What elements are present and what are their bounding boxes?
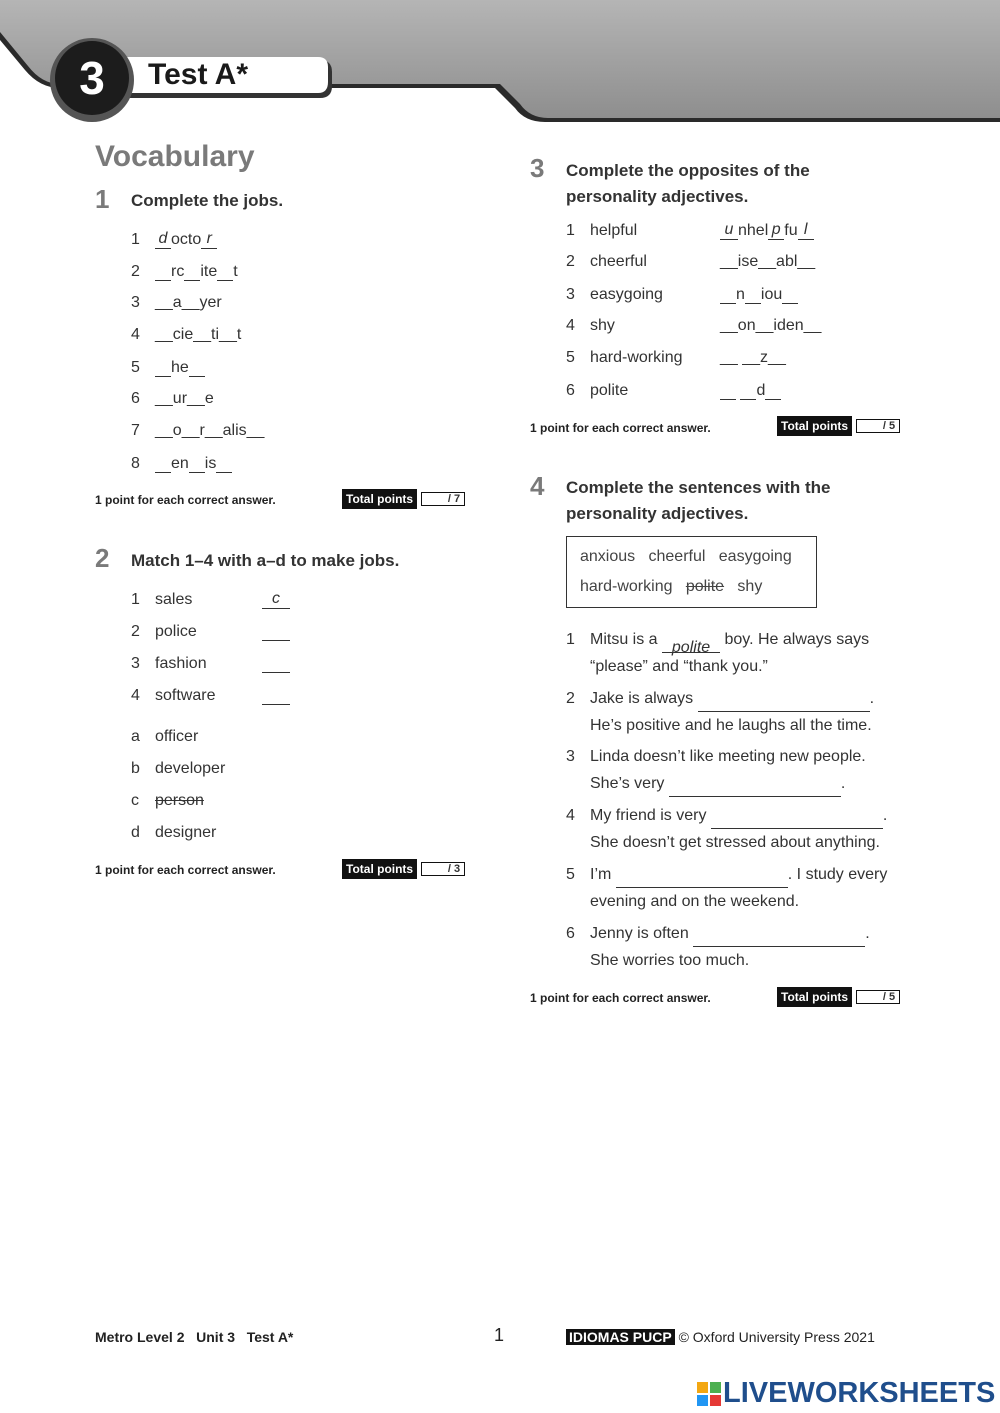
ex1-total-points: Total points / 7 <box>342 489 465 509</box>
ex2-item-4: 4 software <box>131 686 290 705</box>
ex4-sentence-3: 3 Linda doesn’t like meeting new people. She’s very . <box>590 743 866 797</box>
ex2-total-points: Total points / 3 <box>342 859 465 879</box>
ex1-blank[interactable]: r <box>201 230 217 249</box>
liveworksheets-watermark: LIVEWORKSHEETS <box>697 1377 995 1410</box>
footer-course-info: Metro Level 2 Unit 3 Test A* <box>95 1329 294 1345</box>
ex1-item-3[interactable]: 3 __a__yer <box>131 294 222 311</box>
ex4-answer-blank[interactable] <box>711 810 883 829</box>
ex4-title: Complete the sentences with the personality adjectives. <box>566 478 831 523</box>
ex2-number: 2 <box>95 543 110 573</box>
ex2-answer-blank[interactable] <box>262 654 290 673</box>
ex2-option-c-crossed: c person <box>131 792 204 809</box>
ex3-item-3: 3 easygoing n iou <box>566 285 798 304</box>
ex2-title: Match 1–4 with a–d to make jobs. <box>131 551 400 570</box>
copyright: © Oxford University Press 2021 <box>678 1329 875 1345</box>
idiomas-tag: IDIOMAS PUCP <box>566 1329 675 1345</box>
ex3-title: Complete the opposites of the personality adjectives. <box>566 161 810 206</box>
ex3-item-2[interactable]: 2 cheerful __ise__abl__ <box>566 253 816 270</box>
ex4-points-note: 1 point for each correct answer. <box>530 991 711 1005</box>
ex4-number: 4 <box>530 471 545 501</box>
ex2-option-d: d designer <box>131 824 217 841</box>
test-title: Test A* <box>148 58 249 91</box>
ex1-number: 1 <box>95 184 110 214</box>
ex3-item-5[interactable]: 5 hard-working __ __z__ <box>566 349 786 366</box>
ex4-total-points: Total points / 5 <box>777 987 900 1007</box>
ex1-item-5: 5 he <box>131 358 205 377</box>
ex4-sentence-4: 4 My friend is very . She doesn’t get stressed about anything. <box>566 807 888 851</box>
ex3-item-4[interactable]: 4 shy __on__iden__ <box>566 317 822 334</box>
publisher-line <box>566 1329 875 1345</box>
word-polite-crossed: polite <box>685 578 725 595</box>
word-box-row-1: anxious cheerful easygoing <box>580 548 792 565</box>
ex2-answer-blank[interactable]: c <box>262 590 290 609</box>
ex3-item-6: 6 polite d <box>566 381 781 400</box>
ex1-points-note: 1 point for each correct answer. <box>95 493 276 507</box>
ex1-item-4[interactable]: 4 __cie__ti__t <box>131 326 242 343</box>
ex4-sentence-1: 1 Mitsu is a polite boy. He always says “please” and “thank you.” <box>566 631 870 675</box>
ex4-sentence-5: 5 I’m . I study every evening and on the weekend. <box>566 866 888 910</box>
ex3-number: 3 <box>530 153 545 183</box>
ex3-item-1: 1 helpful u nhel p fu l <box>566 221 814 240</box>
ex1-blank[interactable]: d <box>155 230 171 249</box>
ex2-answer-blank[interactable] <box>262 686 290 705</box>
ex2-option-a: a officer <box>131 728 199 745</box>
ex4-answer-blank[interactable] <box>616 869 788 888</box>
ex1-item-2: 2 rc ite t <box>131 263 238 280</box>
ex3-total-points: Total points / 5 <box>777 416 900 436</box>
word-box <box>566 536 817 608</box>
ex4-sentence-2: 2 Jake is always . He’s positive and he laughs all the time. <box>566 690 875 734</box>
ex4-answer-blank[interactable] <box>693 928 865 947</box>
ex2-option-b: b developer <box>131 760 226 777</box>
ex1-title: Complete the jobs. <box>131 191 284 210</box>
liveworksheets-logo-icon <box>697 1382 721 1406</box>
ex1-item-6[interactable]: 6 __ur__e <box>131 390 214 407</box>
ex2-item-2: 2 police <box>131 622 290 641</box>
section-title: Vocabulary <box>95 140 255 173</box>
ex3-points-note: 1 point for each correct answer. <box>530 421 711 435</box>
ex1-item-1: 1 d octo r <box>131 230 217 249</box>
ex4-answer-blank[interactable] <box>669 778 841 797</box>
ex2-item-3: 3 fashion <box>131 654 290 673</box>
ex4-answer-blank[interactable] <box>698 693 870 712</box>
ex4-sentence-6: 6 Jenny is often . She worries too much. <box>566 925 870 969</box>
ex4-answer-example: polite <box>662 634 720 653</box>
ex2-points-note: 1 point for each correct answer. <box>95 863 276 877</box>
ex2-item-1: 1 sales c <box>131 590 290 609</box>
word-box-row-2: hard-working polite shy <box>580 578 763 595</box>
ex1-item-8: 8 en is <box>131 454 232 473</box>
ex1-item-7[interactable]: 7 __o__r__alis__ <box>131 422 265 439</box>
page-number: 1 <box>494 1325 505 1345</box>
unit-number: 3 <box>79 52 105 104</box>
ex2-answer-blank[interactable] <box>262 622 290 641</box>
